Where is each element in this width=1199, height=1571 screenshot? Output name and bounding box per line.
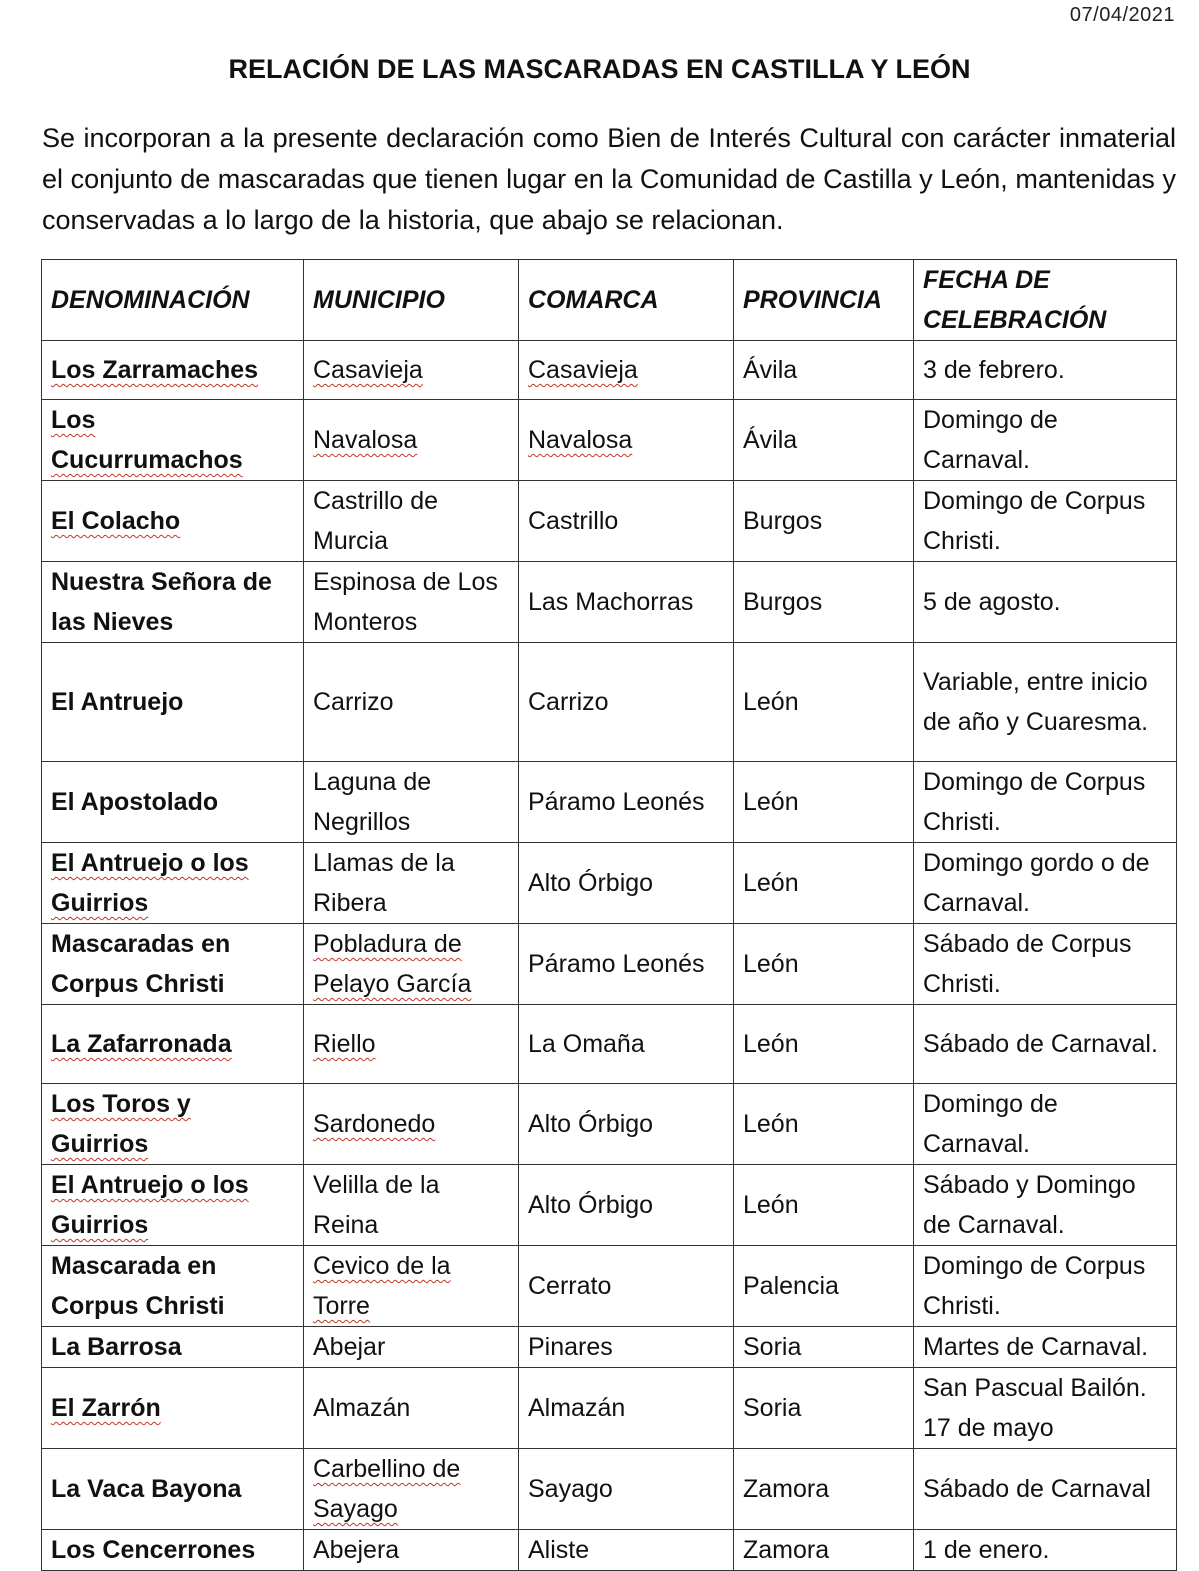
- cell-prov: [734, 1165, 914, 1246]
- document-date: 07/04/2021: [1069, 4, 1175, 26]
- cell-com: [519, 481, 734, 562]
- cell-text: Navalosa: [528, 426, 633, 454]
- cell-text: Domingo de Carnaval.: [923, 406, 1058, 474]
- cell-text: Pinares: [528, 1333, 613, 1361]
- cell-com: [519, 341, 734, 400]
- cell-fecha: [914, 400, 1177, 481]
- cell-mun: [304, 1165, 519, 1246]
- cell-text: Navalosa: [313, 426, 418, 454]
- cell-prov: [734, 924, 914, 1005]
- cell-fecha: [914, 1246, 1177, 1327]
- cell-text: La Vaca Bayona: [51, 1475, 242, 1503]
- cell-fecha: [914, 643, 1177, 762]
- cell-text: 5 de agosto.: [923, 588, 1061, 616]
- table-row: [42, 1327, 1177, 1368]
- cell-den: [42, 400, 304, 481]
- cell-text: Aliste: [528, 1536, 590, 1564]
- cell-text: Alto Órbigo: [528, 869, 654, 897]
- cell-den: [42, 1246, 304, 1327]
- cell-text: León: [743, 788, 799, 816]
- cell-text: Sábado y Domingo de Carnaval.: [923, 1171, 1136, 1239]
- cell-den: [42, 1530, 304, 1571]
- cell-fecha: [914, 1368, 1177, 1449]
- cell-mun: [304, 924, 519, 1005]
- cell-text: Abejera: [313, 1536, 400, 1564]
- cell-fecha: [914, 562, 1177, 643]
- cell-text: Carrizo: [313, 688, 394, 716]
- mascaradas-table: [41, 259, 1177, 1571]
- cell-text: Domingo gordo o de Carnaval.: [923, 849, 1150, 917]
- table-row: [42, 1368, 1177, 1449]
- cell-prov: [734, 562, 914, 643]
- cell-den: [42, 643, 304, 762]
- cell-den: [42, 762, 304, 843]
- table-row: [42, 643, 1177, 762]
- cell-den: [42, 562, 304, 643]
- cell-text: El Zarrón: [51, 1394, 161, 1422]
- cell-fecha: [914, 341, 1177, 400]
- cell-mun: [304, 1005, 519, 1084]
- cell-text: El Antruejo o los Guirrios: [51, 1171, 249, 1239]
- cell-prov: [734, 643, 914, 762]
- cell-text: Zamora: [743, 1536, 830, 1564]
- cell-com: [519, 643, 734, 762]
- table-row: [42, 1449, 1177, 1530]
- cell-text: León: [743, 1030, 799, 1058]
- cell-text: Cerrato: [528, 1272, 612, 1300]
- cell-text: Los Zarramaches: [51, 356, 259, 384]
- cell-mun: [304, 400, 519, 481]
- cell-text: La Barrosa: [51, 1333, 182, 1361]
- cell-den: [42, 1005, 304, 1084]
- cell-text: Las Machorras: [528, 588, 694, 616]
- header-comarca: COMARCA: [519, 260, 734, 341]
- cell-prov: [734, 1327, 914, 1368]
- cell-text: La Omaña: [528, 1030, 645, 1058]
- cell-text: El Colacho: [51, 507, 181, 535]
- cell-text: Los Toros y Guirrios: [51, 1090, 191, 1158]
- cell-text: Sayago: [528, 1475, 613, 1503]
- cell-text: Sábado de Corpus Christi.: [923, 930, 1132, 998]
- cell-text: Casavieja: [313, 356, 423, 384]
- cell-text: Castrillo: [528, 507, 619, 535]
- cell-text: León: [743, 950, 799, 978]
- cell-text: Domingo de Corpus Christi.: [923, 768, 1146, 836]
- cell-fecha: [914, 1327, 1177, 1368]
- table-row: [42, 341, 1177, 400]
- cell-text: Soria: [743, 1333, 802, 1361]
- table-header-row: [42, 260, 1177, 341]
- cell-mun: [304, 481, 519, 562]
- cell-text: Carbellino de Sayago: [313, 1455, 461, 1523]
- cell-text: Los Cucurrumachos: [51, 406, 243, 474]
- cell-fecha: [914, 1084, 1177, 1165]
- cell-prov: [734, 762, 914, 843]
- cell-text: 3 de febrero.: [923, 356, 1065, 384]
- cell-text: Los Cencerrones: [51, 1536, 256, 1564]
- cell-prov: [734, 341, 914, 400]
- cell-text: León: [743, 869, 799, 897]
- cell-text: El Antruejo: [51, 688, 184, 716]
- cell-den: [42, 1084, 304, 1165]
- cell-mun: [304, 762, 519, 843]
- cell-text: Zamora: [743, 1475, 830, 1503]
- cell-mun: [304, 1084, 519, 1165]
- cell-com: [519, 1327, 734, 1368]
- cell-text: Pobladura de Pelayo García: [313, 930, 472, 998]
- cell-text: Carrizo: [528, 688, 609, 716]
- cell-fecha: [914, 1005, 1177, 1084]
- table-row: [42, 1246, 1177, 1327]
- cell-fecha: [914, 762, 1177, 843]
- cell-text: Domingo de Corpus Christi.: [923, 487, 1146, 555]
- cell-text: Espinosa de Los Monteros: [313, 568, 498, 636]
- cell-den: [42, 481, 304, 562]
- cell-mun: [304, 341, 519, 400]
- cell-mun: [304, 843, 519, 924]
- cell-den: [42, 341, 304, 400]
- table-row: [42, 481, 1177, 562]
- cell-mun: [304, 1327, 519, 1368]
- cell-com: [519, 1165, 734, 1246]
- cell-mun: [304, 562, 519, 643]
- cell-text: Burgos: [743, 507, 823, 535]
- cell-com: [519, 843, 734, 924]
- cell-text: Llamas de la Ribera: [313, 849, 455, 917]
- cell-text: Alto Órbigo: [528, 1110, 654, 1138]
- cell-den: [42, 924, 304, 1005]
- cell-prov: [734, 1084, 914, 1165]
- cell-text: San Pascual Bailón. 17 de mayo: [923, 1374, 1147, 1442]
- cell-mun: [304, 643, 519, 762]
- cell-text: Ávila: [743, 356, 798, 384]
- cell-com: [519, 1005, 734, 1084]
- cell-den: [42, 1327, 304, 1368]
- cell-fecha: [914, 1165, 1177, 1246]
- header-municipio: MUNICIPIO: [304, 260, 519, 341]
- cell-text: Burgos: [743, 588, 823, 616]
- cell-prov: [734, 400, 914, 481]
- cell-fecha: [914, 843, 1177, 924]
- cell-com: [519, 1246, 734, 1327]
- intro-paragraph: Se incorporan a la presente declaración como Bien de Interés Cultural con carácter inmaterial el conjunto de mascaradas que tienen lugar en la Comunidad de Castilla y León, mantenidas y conservadas a lo largo de la historia, que abajo se relacionan.: [42, 123, 1176, 235]
- cell-com: [519, 1449, 734, 1530]
- header-fecha: FECHA DE CELEBRACIÓN: [914, 260, 1177, 341]
- cell-text: Soria: [743, 1394, 802, 1422]
- document-title: RELACIÓN DE LAS MASCARADAS EN CASTILLA Y LEÓN: [228, 54, 971, 84]
- cell-den: [42, 1165, 304, 1246]
- cell-text: Nuestra Señora de las Nieves: [51, 568, 272, 636]
- cell-fecha: [914, 1449, 1177, 1530]
- cell-text: Sábado de Carnaval.: [923, 1030, 1158, 1058]
- cell-text: Palencia: [743, 1272, 839, 1300]
- cell-text: León: [743, 1191, 799, 1219]
- cell-text: Abejar: [313, 1333, 386, 1361]
- cell-text: Riello: [313, 1030, 376, 1058]
- cell-text: Páramo Leonés: [528, 950, 705, 978]
- table-row: [42, 400, 1177, 481]
- cell-text: Sardonedo: [313, 1110, 436, 1138]
- table-row: [42, 843, 1177, 924]
- cell-mun: [304, 1449, 519, 1530]
- cell-text: Martes de Carnaval.: [923, 1333, 1149, 1361]
- header-denominacion: DENOMINACIÓN: [42, 260, 304, 341]
- cell-text: Cevico de la Torre: [313, 1252, 451, 1320]
- table-row: [42, 924, 1177, 1005]
- cell-mun: [304, 1530, 519, 1571]
- cell-fecha: [914, 1530, 1177, 1571]
- cell-den: [42, 843, 304, 924]
- table-row: [42, 562, 1177, 643]
- cell-prov: [734, 1246, 914, 1327]
- cell-com: [519, 400, 734, 481]
- table-row: [42, 1530, 1177, 1571]
- cell-prov: [734, 1005, 914, 1084]
- cell-fecha: [914, 924, 1177, 1005]
- cell-prov: [734, 1368, 914, 1449]
- cell-text: La Zafarronada: [51, 1030, 232, 1058]
- table-row: [42, 762, 1177, 843]
- cell-com: [519, 924, 734, 1005]
- cell-mun: [304, 1246, 519, 1327]
- cell-prov: [734, 843, 914, 924]
- cell-prov: [734, 481, 914, 562]
- cell-text: Domingo de Carnaval.: [923, 1090, 1058, 1158]
- cell-text: Almazán: [313, 1394, 411, 1422]
- cell-text: Ávila: [743, 426, 798, 454]
- table-row: [42, 1005, 1177, 1084]
- cell-text: Sábado de Carnaval: [923, 1475, 1151, 1503]
- cell-text: Laguna de Negrillos: [313, 768, 432, 836]
- cell-text: Domingo de Corpus Christi.: [923, 1252, 1146, 1320]
- cell-com: [519, 762, 734, 843]
- cell-prov: [734, 1530, 914, 1571]
- cell-text: Alto Órbigo: [528, 1191, 654, 1219]
- cell-fecha: [914, 481, 1177, 562]
- cell-com: [519, 1368, 734, 1449]
- cell-text: Mascaradas en Corpus Christi: [51, 930, 231, 998]
- table-row: [42, 1084, 1177, 1165]
- cell-text: Variable, entre inicio de año y Cuaresma.: [923, 668, 1149, 736]
- cell-text: Castrillo de Murcia: [313, 487, 439, 555]
- header-provincia: PROVINCIA: [734, 260, 914, 341]
- cell-text: Almazán: [528, 1394, 626, 1422]
- cell-text: León: [743, 1110, 799, 1138]
- cell-text: El Antruejo o los Guirrios: [51, 849, 249, 917]
- cell-den: [42, 1368, 304, 1449]
- cell-text: Páramo Leonés: [528, 788, 705, 816]
- cell-text: El Apostolado: [51, 788, 219, 816]
- cell-text: Casavieja: [528, 356, 638, 384]
- cell-mun: [304, 1368, 519, 1449]
- cell-com: [519, 1084, 734, 1165]
- cell-text: León: [743, 688, 799, 716]
- cell-den: [42, 1449, 304, 1530]
- cell-com: [519, 562, 734, 643]
- cell-prov: [734, 1449, 914, 1530]
- cell-text: Mascarada en Corpus Christi: [51, 1252, 225, 1320]
- cell-text: Velilla de la Reina: [313, 1171, 440, 1239]
- cell-text: 1 de enero.: [923, 1536, 1050, 1564]
- cell-com: [519, 1530, 734, 1571]
- table-row: [42, 1165, 1177, 1246]
